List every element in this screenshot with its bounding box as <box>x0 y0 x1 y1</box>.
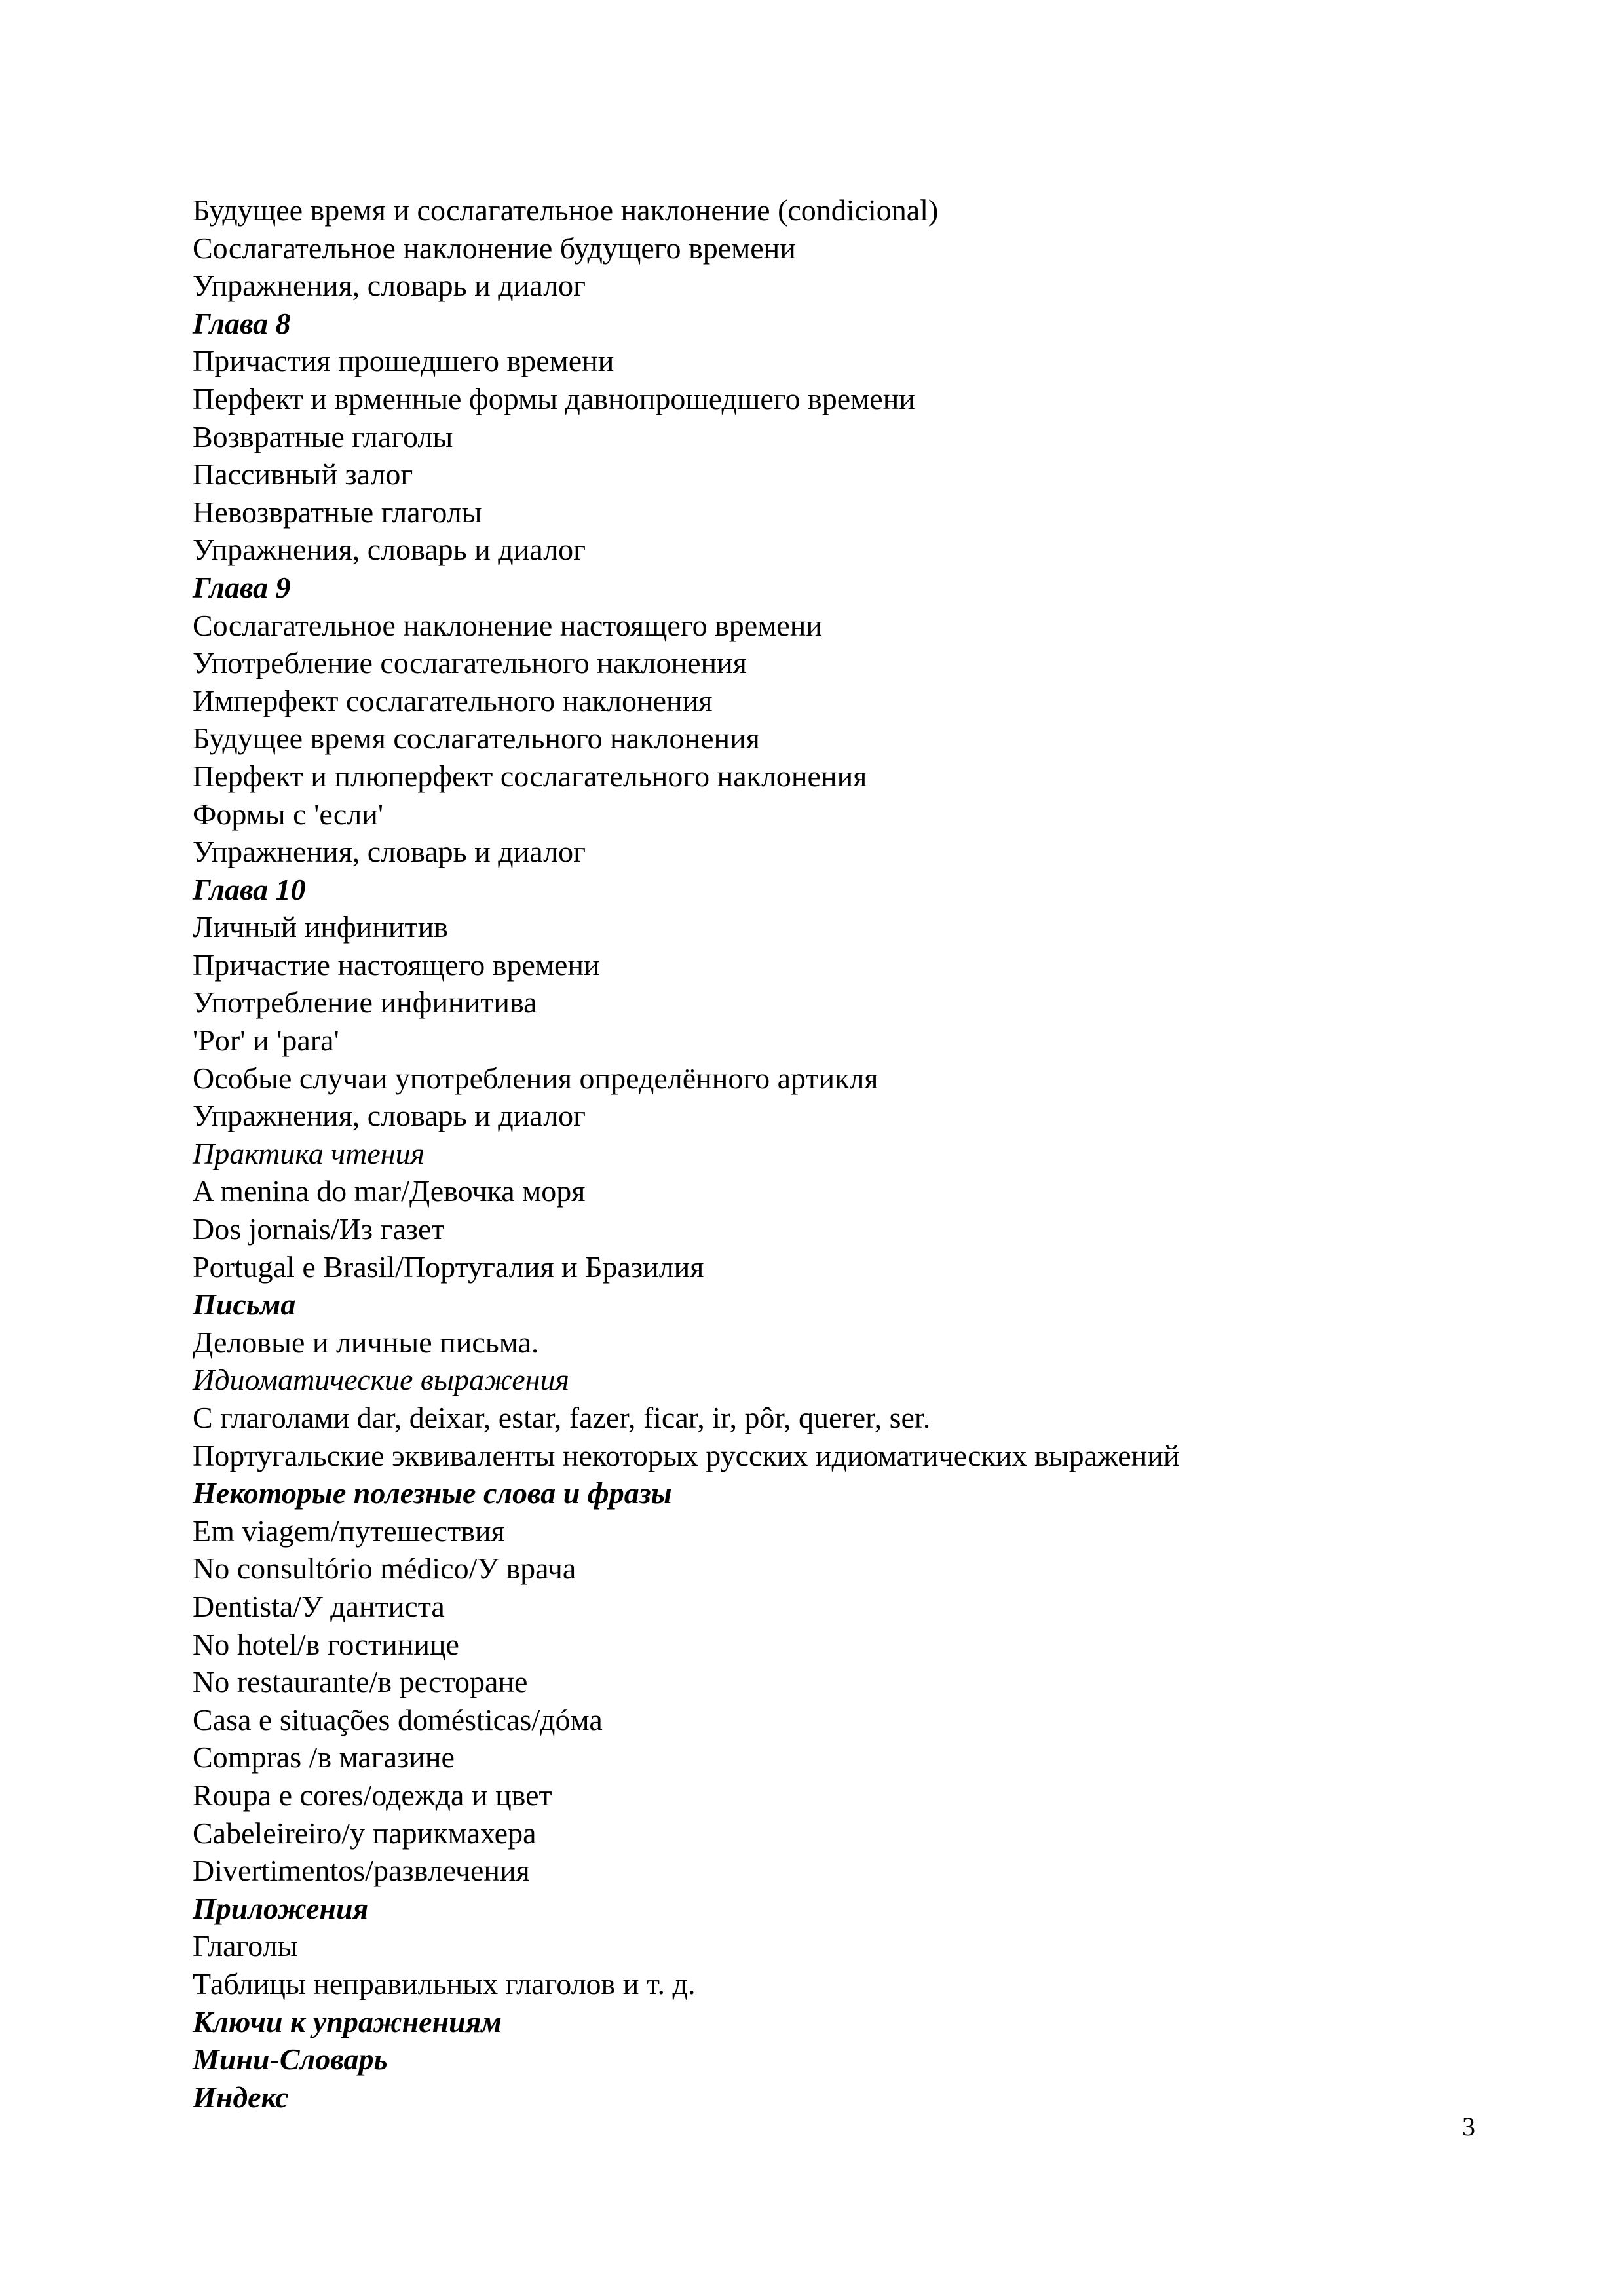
toc-section-heading: Глава 8 <box>193 306 291 340</box>
toc-section-heading: Приложения <box>193 1891 369 1925</box>
toc-entry: Dos jornais/Из газет <box>193 1212 445 1246</box>
toc-entry: Divertimentos/развлечения <box>193 1854 530 1888</box>
toc-section-heading: Глава 9 <box>193 570 291 604</box>
toc-entry: Упражнения, словарь и диалог <box>193 1099 586 1133</box>
toc-entry: Сослагательное наклонение будущего времени <box>193 231 796 265</box>
toc-entry: Глаголы <box>193 1929 298 1963</box>
toc-entry: Употребление инфинитива <box>193 985 537 1020</box>
toc-entry: Причастие настоящего времени <box>193 947 600 982</box>
toc-entry: Roupa e cores/одежда и цвет <box>193 1778 552 1812</box>
table-of-contents <box>193 191 1437 2116</box>
toc-entry: Dentista/У дантиста <box>193 1589 445 1623</box>
toc-entry: Перфект и плюперфект сослагательного наклонения <box>193 759 867 793</box>
toc-entry: С глаголами dar, deixar, estar, fazer, ficar, ir, pôr, querer, ser. <box>193 1401 931 1434</box>
toc-entry: Таблицы неправильных глаголов и т. д. <box>193 1966 696 2000</box>
toc-entry: Возвратные глаголы <box>193 419 453 453</box>
toc-entry: Упражнения, словарь и диалог <box>193 533 586 567</box>
toc-entry: Portugal e Brasil/Португалия и Бразилия <box>193 1250 704 1284</box>
toc-entry: Перфект и врменные формы давнопрошедшего времени <box>193 381 915 415</box>
toc-entry: Em viagem/путешествия <box>193 1514 505 1548</box>
toc-entry: No consultório médico/У врача <box>193 1552 576 1586</box>
toc-entry: Причастия прошедшего времени <box>193 344 614 378</box>
toc-section-heading: Практика чтения <box>193 1136 425 1170</box>
page-number: 3 <box>1462 2112 1475 2141</box>
toc-entry: A menina do mar/Девочка моря <box>193 1174 586 1208</box>
toc-section-heading: Идиоматические выражения <box>193 1363 569 1397</box>
toc-section-heading: Мини-Словарь <box>193 2042 388 2076</box>
toc-entry: Будущее время и сослагательное наклонение (condicional) <box>193 193 939 227</box>
toc-entry: Compras /в магазине <box>193 1740 455 1774</box>
toc-entry: Невозвратные глаголы <box>193 495 482 529</box>
toc-section-heading: Ключи к упражнениям <box>193 2004 502 2038</box>
toc-entry: No restaurante/в ресторане <box>193 1665 528 1699</box>
toc-section-heading: Индекс <box>193 2080 289 2114</box>
toc-entry: Упражнения, словарь и диалог <box>193 835 586 869</box>
toc-entry: No hotel/в гостинице <box>193 1627 459 1661</box>
toc-entry: Будущее время сослагательного наклонения <box>193 721 760 756</box>
toc-entry: 'Por' и 'para' <box>193 1024 339 1058</box>
toc-entry: Личный инфинитив <box>193 910 448 944</box>
toc-entry: Имперфект сослагательного наклонения <box>193 683 713 718</box>
toc-section-heading: Некоторые полезные слова и фразы <box>193 1476 672 1510</box>
toc-entry: Употребление сослагательного наклонения <box>193 646 747 680</box>
toc-entry: Португальские эквиваленты некоторых русских идиоматических выражений <box>193 1438 1180 1472</box>
toc-entry: Формы с 'если' <box>193 797 384 831</box>
toc-entry: Особые случаи употребления определённого артикля <box>193 1061 878 1095</box>
toc-entry: Сослагательное наклонение настоящего времени <box>193 608 822 642</box>
toc-entry: Упражнения, словарь и диалог <box>193 269 586 303</box>
toc-entry: Деловые и личные письма. <box>193 1325 539 1359</box>
toc-entry: Casa e situações domésticas/дóма <box>193 1702 603 1736</box>
toc-entry: Пассивный залог <box>193 457 413 491</box>
toc-section-heading: Письма <box>193 1288 296 1322</box>
toc-section-heading: Глава 10 <box>193 872 306 906</box>
toc-entry: Cabeleireiro/у парикмахера <box>193 1816 537 1850</box>
